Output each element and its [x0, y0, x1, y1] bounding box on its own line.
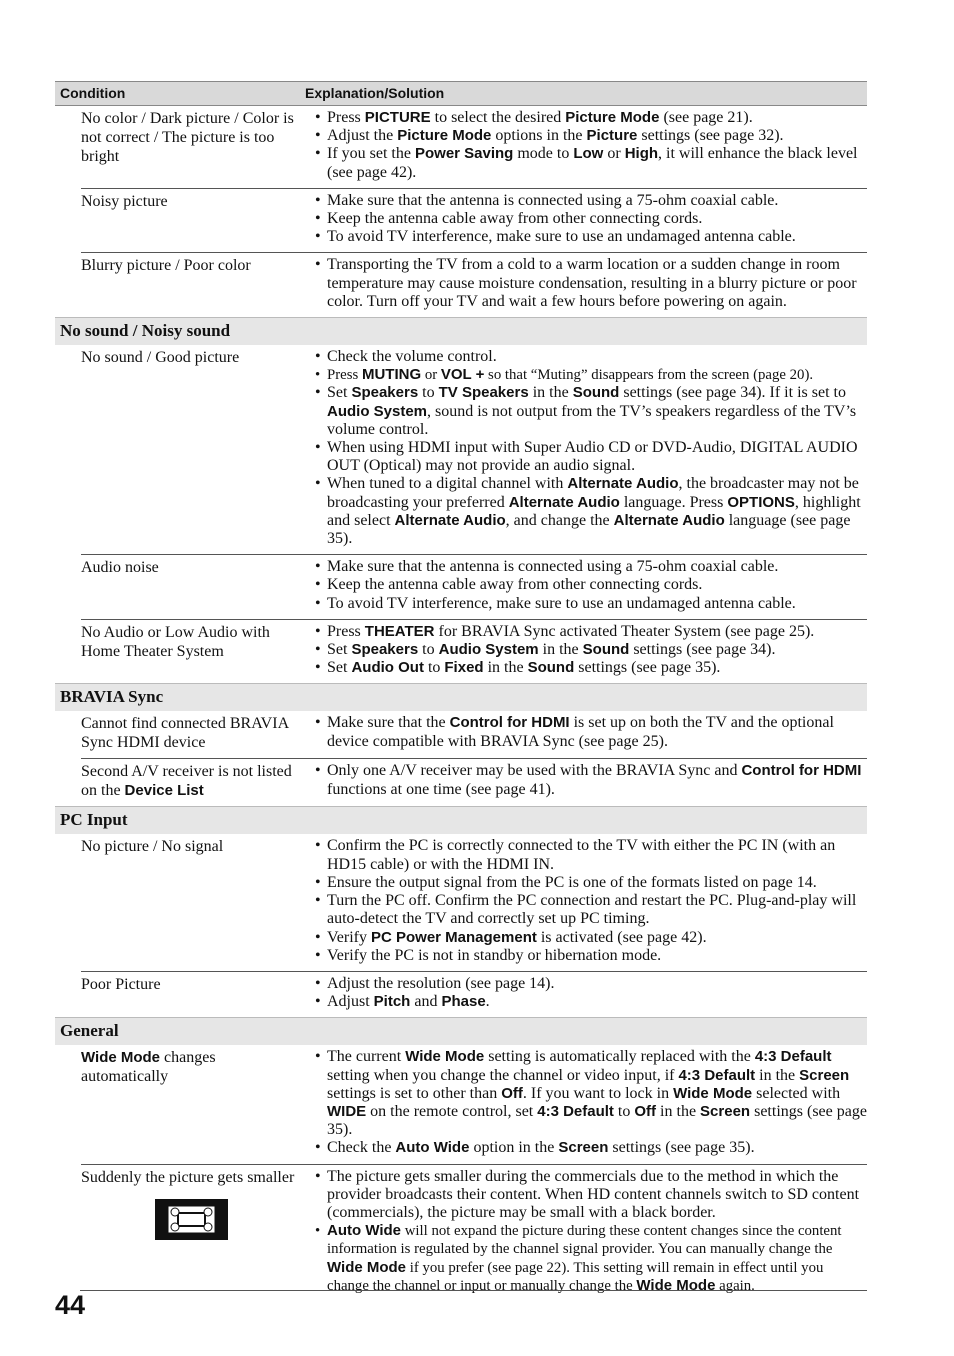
- condition-term: Wide Mode: [81, 1049, 161, 1067]
- condition-cell: No picture / No signal: [81, 838, 224, 856]
- section-heading: BRAVIA Sync: [55, 683, 867, 711]
- solution-cell: • Make sure that the Control for HDMI is set up on both the TV and the optional device compatible with BRAVIA Sync (see page 25).: [301, 711, 867, 758]
- solution-cell: • Only one A/V receiver may be used with the BRAVIA Sync and Control for HDMI functions at one time (see page 41).: [301, 759, 867, 806]
- table-row: [81, 711, 867, 759]
- condition-cell: Cannot find connected BRAVIA Sync HDMI device: [81, 715, 289, 752]
- condition-cell: No color / Dark picture / Color is not correct / The picture is too bright: [81, 110, 294, 165]
- condition-cell: [81, 1165, 301, 1301]
- solution-cell: • Press PICTURE to select the desired Picture Mode (see page 21). • Adjust the Picture Mode options in the Picture settings (see page 32). • If you set the Power Saving mode to Low or High, it will enhance the black level (see page 42).: [301, 106, 867, 188]
- table-row: [81, 620, 867, 684]
- solution-cell: • The picture gets smaller during the commercials due to the method in which the provider broadcasts their content. When HD content channels switch to SD content (commercials), the picture may be small with a black border. • Auto Wide will not expand the picture during these content changes since the content information is regulated by the channel signal provider. You can manually change the Wide Mode if you prefer (see page 22). This setting will remain in effect until you change the channel or input or manually change the Wide Mode again.: [301, 1165, 867, 1301]
- footer-rule: [80, 1290, 867, 1291]
- section-heading: PC Input: [55, 806, 867, 834]
- condition-cell: [81, 759, 301, 806]
- condition-cell: [81, 1045, 301, 1163]
- header-explanation: Explanation/Solution: [305, 85, 445, 101]
- table-row: [81, 345, 867, 555]
- page-number: 44: [55, 1290, 86, 1320]
- header-condition: Condition: [60, 85, 126, 101]
- solution-cell: • Make sure that the antenna is connected using a 75-ohm coaxial cable. • Keep the antenna cable away from other connecting cords. • To avoid TV interference, make sure to use an undamaged antenna cable.: [301, 189, 867, 253]
- table-row: [81, 759, 867, 806]
- section-heading: General: [55, 1017, 867, 1045]
- table-row: [81, 253, 867, 317]
- table-row: [81, 1165, 867, 1301]
- table-row: [81, 1045, 867, 1164]
- table-header: [55, 81, 867, 106]
- condition-text: changes automatically: [81, 1049, 216, 1086]
- table-row: [81, 834, 867, 971]
- section-heading: No sound / Noisy sound: [55, 317, 867, 345]
- table-row: [81, 555, 867, 620]
- solution-cell: • Check the volume control. • Press MUTING or VOL + so that “Muting” disappears from the screen (page 20). • Set Speakers to TV Speakers in the Sound settings (see page 34). If it is set to Audio System, sound is not output from the TV’s speakers regardless of the TV’s volume control. • When using HDMI input with Super Audio CD or DVD-Audio, DIGITAL AUDIO OUT (Optical) may not provide an audio signal. • When tuned to a digital channel with Alternate Audio, the broadcaster may not be broadcasting your preferred Alternate Audio language. Press OPTIONS, highlight and select Alternate Audio, and change the Alternate Audio language (see page 35).: [301, 345, 867, 554]
- condition-cell: Noisy picture: [81, 192, 168, 210]
- condition-cell: Poor Picture: [81, 975, 161, 993]
- condition-cell: No sound / Good picture: [81, 349, 240, 367]
- table-row: [81, 106, 867, 189]
- solution-cell: • Adjust the resolution (see page 14). • Adjust Pitch and Phase.: [301, 972, 867, 1017]
- condition-term: Device List: [124, 782, 204, 800]
- condition-cell: Blurry picture / Poor color: [81, 257, 251, 275]
- troubleshooting-table: [55, 81, 867, 1301]
- solution-cell: • Press THEATER for BRAVIA Sync activated Theater System (see page 25). • Set Speakers to Audio System in the Sound settings (see page 34). • Set Audio Out to Fixed in the Sound settings (see page 35).: [301, 620, 867, 684]
- condition-cell: Audio noise: [81, 559, 159, 577]
- table-row: [81, 189, 867, 254]
- wide-screen-tv-icon: [155, 1199, 228, 1240]
- condition-cell: No Audio or Low Audio with Home Theater System: [81, 623, 270, 660]
- condition-text: Second A/V receiver is not listed on the: [81, 763, 292, 800]
- solution-cell: • Confirm the PC is correctly connected to the TV with either the PC IN (with an HD15 cable) or with the HDMI IN. • Ensure the output signal from the PC is one of the formats listed on page 14. • Turn the PC off. Confirm the PC connection and restart the PC. Plug-and-play will auto-detect the TV and correctly set up PC timing. • Verify PC Power Management is activated (see page 42). • Verify the PC is not in standby or hibernation mode.: [301, 834, 867, 970]
- table-row: [81, 972, 867, 1017]
- solution-cell: • Make sure that the antenna is connected using a 75-ohm coaxial cable. • Keep the antenna cable away from other connecting cords. • To avoid TV interference, make sure to use an undamaged antenna cable.: [301, 555, 867, 619]
- solution-cell: • Transporting the TV from a cold to a warm location or a sudden change in room temperature may cause moisture condensation, resulting in a blurry picture or poor color. Turn off your TV and wait a few hours before powering on again.: [301, 253, 867, 317]
- solution-cell: • The current Wide Mode setting is automatically replaced with the 4:3 Default setting when you change the channel or video input, if 4:3 Default in the Screen settings is set to other than Off. If you want to lock in Wide Mode selected with WIDE on the remote control, set 4:3 Default to Off in the Screen settings (see page 35). • Check the Auto Wide option in the Screen settings (see page 35).: [301, 1045, 867, 1163]
- condition-text: Suddenly the picture gets smaller: [81, 1168, 295, 1186]
